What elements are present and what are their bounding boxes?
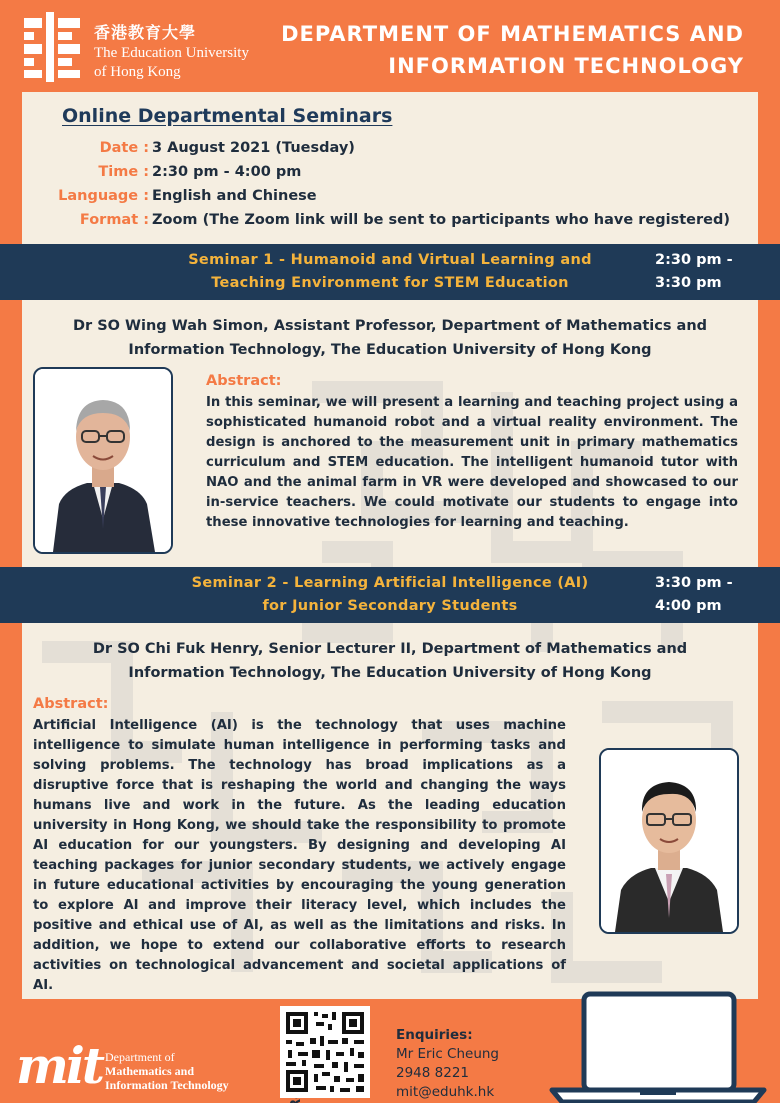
seminar-1-abstract: In this seminar, we will present a learning and teaching project using a sophisticated humanoid robot and a virtual reality environment. The design is anchored to the measurement unit in primary mathematics curriculum and STEM education. The intelligent humanoid tutor with NAO and the animal farm in VR were developed and showcased to our in-service teachers. We could motivate our students to engage into these innovative technologies for learning and teaching. xyxy=(206,395,738,530)
seminar-2-title xyxy=(140,572,640,618)
info-row-date xyxy=(22,140,758,164)
seminar-1-speaker-line2: Information Technology, The Education University of Hong Kong xyxy=(128,342,652,358)
department-title-line2: INFORMATION TECHNOLOGY xyxy=(388,54,744,78)
seminar-2-speaker-line1: Dr SO Chi Fuk Henry, Senior Lecturer II, Department of Mathematics and xyxy=(92,641,688,657)
info-row-format xyxy=(22,212,758,236)
seminar-2-abstract-label: Abstract: xyxy=(33,696,109,712)
info-row-time xyxy=(22,164,758,188)
seminar-2-abstract: Artificial Intelligence (AI) is the technology that uses machine intelligence to simulate human intelligence in performing tasks and solving problems. The technology has broad implications as a disruptive force that is reshaping the world and changing the ways humans live and work in the future. As the leading education university in Hong Kong, we should take the responsibility to promote AI education for our youngsters. By designing and developing AI teaching packages for junior secondary students, we actively engage in future educational activities by encouraging the young generation to explore AI and improve their literacy level, which includes the positive and ethical use of AI, as well as the limitations and risks. In addition, we hope to extend our collaborative efforts to research activities on technological advancement and societal applications of AI. xyxy=(33,718,566,993)
registration-qr-code[interactable] xyxy=(280,1006,370,1098)
seminar-1-time-line1: 2:30 pm - xyxy=(655,252,733,268)
seminar-2-title-line2: for Junior Secondary Students xyxy=(262,598,518,614)
seminar-1-speaker xyxy=(0,314,780,362)
department-title xyxy=(274,18,744,82)
info-label: Language : xyxy=(58,188,149,204)
mit-dept-line3: Information Technology xyxy=(105,1078,229,1092)
info-value: English and Chinese xyxy=(152,188,317,204)
seminar-1-time-line2: 3:30 pm xyxy=(655,275,722,291)
university-chinese-name: 香港教育大學 xyxy=(94,23,197,42)
speaker-portrait-icon xyxy=(601,750,737,932)
seminar-1-bar xyxy=(0,244,780,300)
seminar-1-speaker-line1: Dr SO Wing Wah Simon, Assistant Professor, Department of Mathematics and xyxy=(72,318,708,334)
seminar-2-time-line1: 3:30 pm - xyxy=(655,575,733,591)
contact-phone[interactable]: 2948 8221 xyxy=(396,1065,470,1081)
seminar-2-bar xyxy=(0,567,780,623)
seminar-2-speaker xyxy=(0,637,780,685)
seminar-1-time xyxy=(655,249,745,295)
seminar-2-title-line1: Seminar 2 - Learning Artificial Intelligence (AI) xyxy=(191,575,589,591)
info-label: Date : xyxy=(99,140,149,156)
info-value: 2:30 pm - 4:00 pm xyxy=(152,164,302,180)
university-logo xyxy=(22,12,262,84)
mit-dept-line1: Department of xyxy=(105,1050,175,1064)
seminar-1-title-line2: Teaching Environment for STEM Education xyxy=(211,275,569,291)
seminar-1-title xyxy=(140,249,640,295)
speaker-portrait-icon xyxy=(35,369,171,552)
mit-dept-line2: Mathematics and xyxy=(105,1064,194,1078)
laptop-icon xyxy=(548,990,768,1103)
seminar-heading: Online Departmental Seminars xyxy=(62,105,393,127)
seminar-2-time-line2: 4:00 pm xyxy=(655,598,722,614)
info-row-language xyxy=(22,188,758,212)
enquiries-block xyxy=(396,1026,499,1102)
mit-logo-text: mit xyxy=(16,1036,102,1095)
eduhk-logo-icon xyxy=(22,12,84,82)
seminar-1-title-line1: Seminar 1 - Humanoid and Virtual Learning and xyxy=(188,252,592,268)
qr-code-icon xyxy=(280,1006,370,1098)
seminar-2-speaker-line2: Information Technology, The Education University of Hong Kong xyxy=(128,665,652,681)
speaker-2-photo xyxy=(599,748,739,934)
speaker-1-photo xyxy=(33,367,173,554)
enquiries-label: Enquiries: xyxy=(396,1027,473,1043)
seminar-1-abstract-label: Abstract: xyxy=(206,373,282,389)
university-english-name-line2: of Hong Kong xyxy=(94,64,181,80)
info-label: Time : xyxy=(98,164,149,180)
info-label: Format : xyxy=(79,212,149,228)
info-value: 3 August 2021 (Tuesday) xyxy=(152,140,355,156)
seminar-2-time xyxy=(655,572,745,618)
contact-name: Mr Eric Cheung xyxy=(396,1046,500,1062)
contact-email[interactable]: mit@eduhk.hk xyxy=(396,1084,495,1100)
university-english-name-line1: The Education University xyxy=(94,45,249,61)
info-value: Zoom (The Zoom link will be sent to participants who have registered) xyxy=(152,212,730,228)
department-title-line1: DEPARTMENT OF MATHEMATICS AND xyxy=(281,22,744,46)
